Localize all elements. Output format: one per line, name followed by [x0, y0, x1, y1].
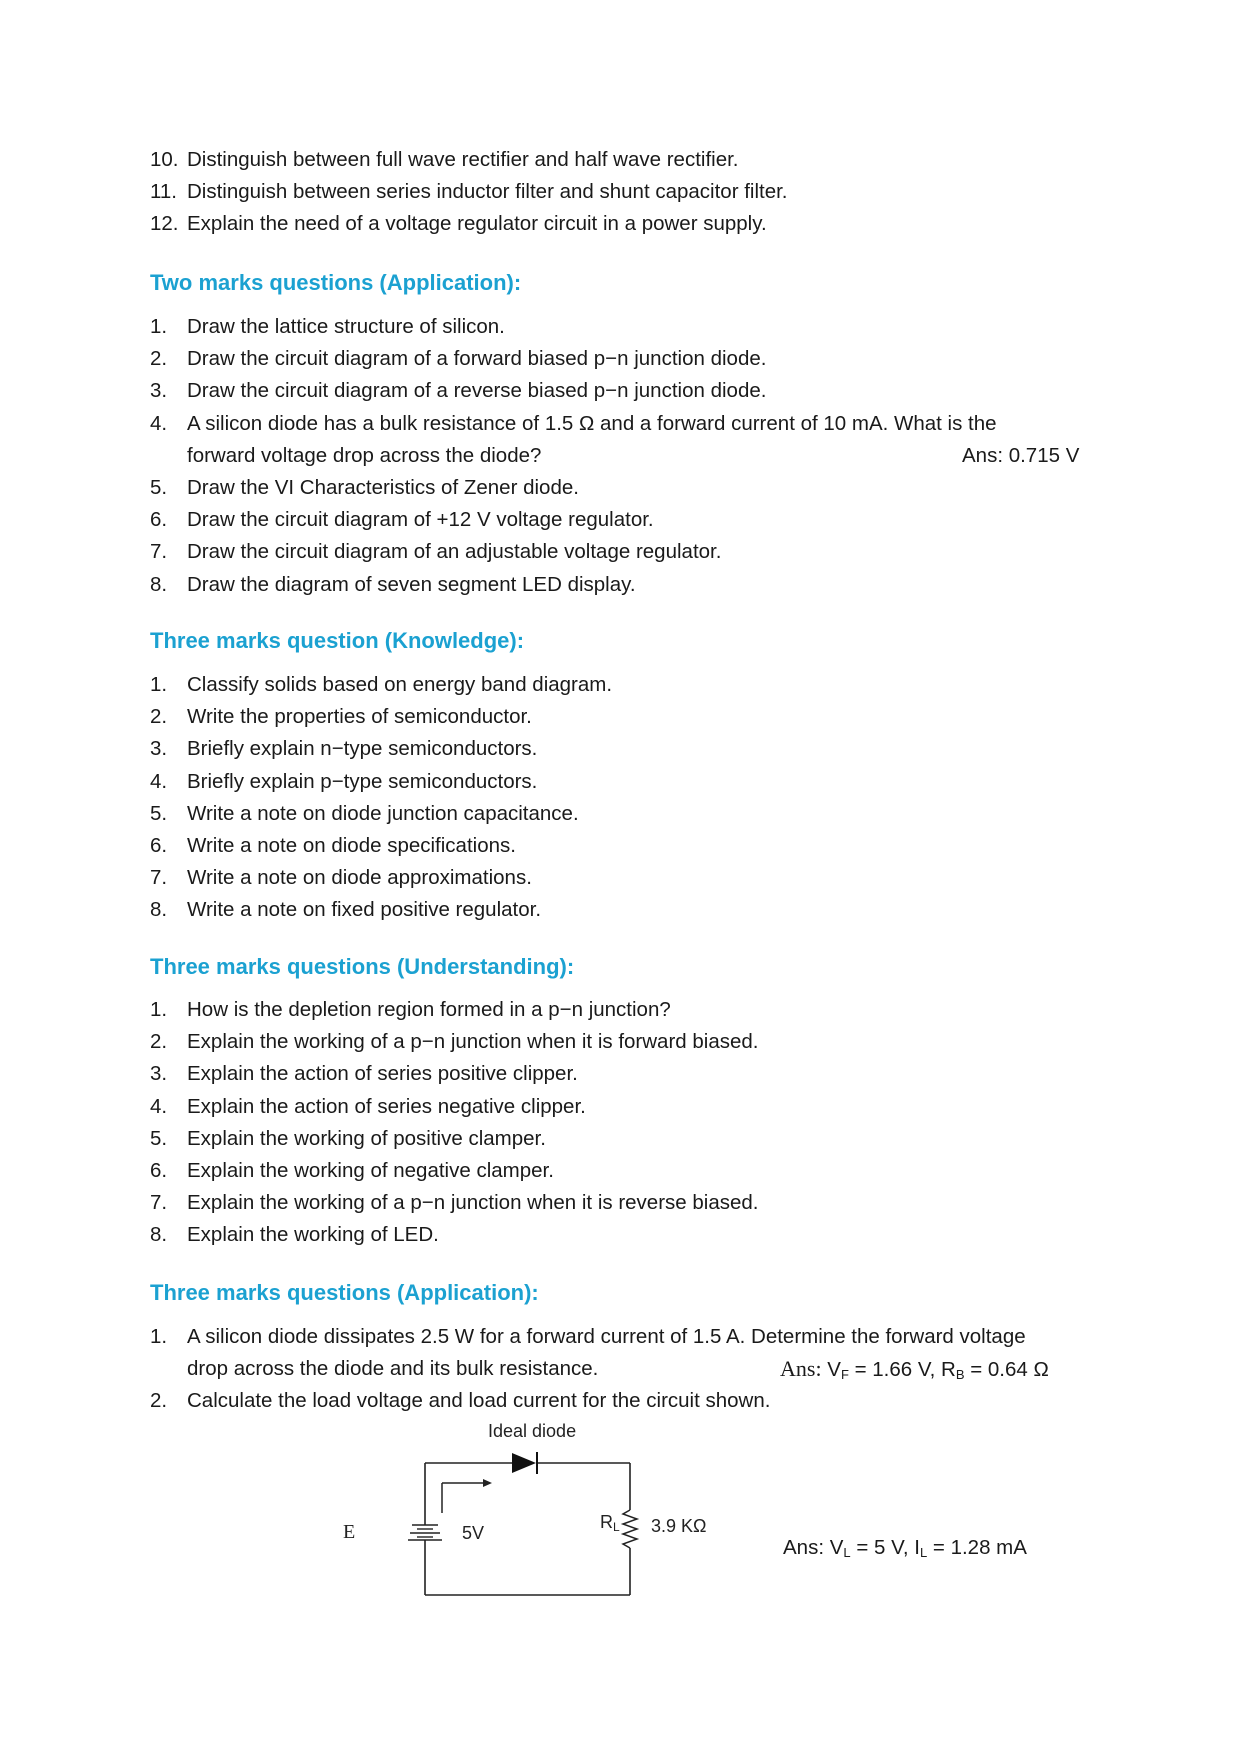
list-item: 5. Explain the working of positive clamper.: [150, 1126, 546, 1150]
resistor-label: RL: [600, 1512, 620, 1534]
list-item: 6. Write a note on diode specifications.: [150, 833, 516, 857]
list-item: 2. Explain the working of a p−n junction when it is forward biased.: [150, 1030, 759, 1054]
list-item: 8. Write a note on fixed positive regulator.: [150, 898, 542, 922]
question-list: [150, 669, 1100, 927]
answer-text: Ans: $V_F = 1.66$ V, $R_B = 0.64$ Ω: [780, 1356, 1049, 1383]
list-item: 6. Draw the circuit diagram of +12 V voltage regulator.: [150, 508, 654, 532]
list-item: 3. Briefly explain n−type semiconductors.: [150, 737, 538, 761]
list-item: 7. Draw the circuit diagram of an adjustable voltage regulator.: [150, 540, 722, 564]
resistor-value: 3.9 KΩ: [651, 1516, 707, 1536]
source-label: E: [343, 1521, 356, 1543]
question-list: [150, 311, 1100, 601]
list-item: 4. A silicon diode has a bulk resistance of 1.5 Ω and a forward current of 10 mA. What is the forward voltage drop across the diode? Ans: 0.715 V: [150, 408, 1100, 472]
list-item: 5. Draw the VI Characteristics of Zener diode.: [150, 475, 579, 499]
list-item: 4. Briefly explain p−type semiconductors.: [150, 769, 538, 793]
list-item: 4. Explain the action of series negative clipper.: [150, 1094, 586, 1118]
list-item: 7. Explain the working of a p−n junction when it is reverse biased.: [150, 1191, 759, 1215]
section-heading: Two marks questions (Application):: [150, 270, 522, 295]
answer-text: Ans: 0.715 V: [962, 443, 1080, 467]
list-item: 5. Write a note on diode junction capacitance.: [150, 801, 579, 825]
section-heading: Three marks questions (Understanding):: [150, 954, 575, 979]
section-heading: Three marks question (Knowledge):: [150, 628, 525, 653]
list-item: 1. How is the depletion region formed in a p−n junction?: [150, 998, 671, 1021]
battery-icon: [408, 1525, 442, 1540]
list-item: 12. Explain the need of a voltage regulator circuit in a power supply.: [150, 212, 767, 236]
continued-question-list: [150, 144, 1100, 241]
list-item: 2. Calculate the load voltage and load current for the circuit shown.: [150, 1389, 771, 1413]
list-item: 8. Draw the diagram of seven segment LED display.: [150, 572, 636, 596]
list-item: 10. Distinguish between full wave rectifier and half wave rectifier.: [150, 148, 739, 171]
question-list: [150, 1321, 1100, 1418]
list-item: 2. Write the properties of semiconductor.: [150, 705, 532, 729]
list-item: 7. Write a note on diode approximations.: [150, 866, 532, 890]
circuit-answer: Ans: $V_L = 5$ V, $I_L = 1.28$ mA: [783, 1536, 1027, 1560]
list-item: 3. Draw the circuit diagram of a reverse biased p−n junction diode.: [150, 379, 767, 403]
circuit-diagram: [343, 1421, 730, 1615]
diode-label: Ideal diode: [488, 1421, 577, 1441]
list-item: 1. A silicon diode dissipates 2.5 W for a forward current of 1.5 A. Determine the forward voltage drop across the diode and its bulk resistance. Ans: $V_F = 1.66$ V, $R_B = 0.64$ Ω: [150, 1321, 1100, 1385]
resistor-icon: [623, 1510, 637, 1548]
list-item: 2. Draw the circuit diagram of a forward biased p−n junction diode.: [150, 347, 767, 371]
section-heading: Three marks questions (Application):: [150, 1280, 539, 1305]
question-list: [150, 994, 1100, 1252]
source-value: 5V: [462, 1523, 485, 1543]
list-item: 11. Distinguish between series inductor filter and shunt capacitor filter.: [150, 180, 788, 204]
current-arrow-icon: [442, 1479, 492, 1513]
list-item: 8. Explain the working of LED.: [150, 1223, 439, 1247]
list-item: 3. Explain the action of series positive clipper.: [150, 1062, 578, 1086]
list-item: 1. Classify solids based on energy band diagram.: [150, 673, 613, 696]
ideal-diode-icon: [512, 1452, 537, 1474]
list-item: 6. Explain the working of negative clamper.: [150, 1158, 554, 1182]
list-item: 1. Draw the lattice structure of silicon.: [150, 315, 505, 338]
